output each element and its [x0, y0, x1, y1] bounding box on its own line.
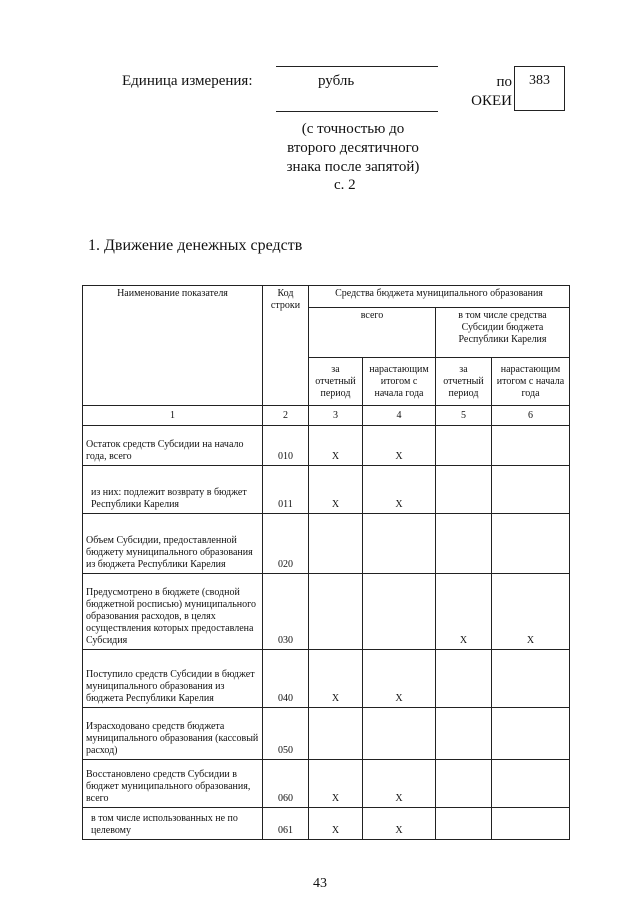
- cell-value: [363, 574, 436, 650]
- cell-value: X: [363, 808, 436, 840]
- cell-value: [492, 708, 570, 760]
- cell-value: [436, 466, 492, 514]
- cell-value: [492, 808, 570, 840]
- row-name: Остаток средств Субсидии на начало года, всего: [83, 426, 263, 466]
- column-number: 3: [309, 406, 363, 426]
- precision-line2: второго десятичного: [287, 140, 419, 156]
- okei-code-box: 383: [514, 66, 565, 111]
- column-number: 1: [83, 406, 263, 426]
- row-code: 061: [263, 808, 309, 840]
- cell-value: [436, 514, 492, 574]
- row-code: 030: [263, 574, 309, 650]
- precision-note: [284, 120, 422, 177]
- cell-value: [492, 514, 570, 574]
- column-number: 2: [263, 406, 309, 426]
- cell-value: [492, 760, 570, 808]
- page-reference: с. 2: [334, 177, 356, 193]
- unit-label: Единица измерения:: [122, 73, 253, 89]
- cell-value: X: [309, 426, 363, 466]
- unit-value: рубль: [318, 73, 355, 89]
- header-subsidy-period: за отчетный период: [436, 358, 492, 406]
- precision-line3: знака после запятой): [286, 159, 420, 175]
- cell-value: [436, 808, 492, 840]
- cell-value: X: [363, 760, 436, 808]
- table-row: [83, 466, 570, 514]
- header-total-cumulative: нарастающим итогом с начала года: [363, 358, 436, 406]
- precision-line1: (с точностью до: [301, 121, 405, 137]
- row-name: Объем Субсидии, предоставленной бюджету муниципального образования из бюджета Республики Карелия: [83, 514, 263, 574]
- column-number: 4: [363, 406, 436, 426]
- cell-value: [436, 426, 492, 466]
- row-code: 050: [263, 708, 309, 760]
- okei-label: [462, 73, 512, 111]
- cell-value: X: [363, 466, 436, 514]
- row-code: 020: [263, 514, 309, 574]
- cell-value: X: [309, 808, 363, 840]
- cell-value: [492, 466, 570, 514]
- unit-bottom-rule: [276, 111, 438, 112]
- cell-value: [309, 708, 363, 760]
- row-code: 011: [263, 466, 309, 514]
- header-municipal-funds: Средства бюджета муниципального образования: [309, 286, 570, 308]
- cell-value: X: [309, 760, 363, 808]
- header-indicator-name: Наименование показателя: [83, 286, 263, 406]
- header-subsidy-share: в том числе средства Субсидии бюджета Республики Карелия: [436, 308, 570, 358]
- section-title: 1. Движение денежных средств: [88, 237, 303, 254]
- row-name: Восстановлено средств Субсидии в бюджет муниципального образования, всего: [83, 760, 263, 808]
- table-row: [83, 574, 570, 650]
- cell-value: X: [309, 466, 363, 514]
- header-total-period: за отчетный период: [309, 358, 363, 406]
- row-code: 060: [263, 760, 309, 808]
- row-code: 010: [263, 426, 309, 466]
- cell-value: [436, 650, 492, 708]
- okei-label-line1: по: [496, 74, 512, 90]
- header-line-code: Код строки: [263, 286, 309, 406]
- row-code: 040: [263, 650, 309, 708]
- okei-label-line2: ОКЕИ: [471, 93, 512, 109]
- row-name: Израсходовано средств бюджета муниципального образования (кассовый расход): [83, 708, 263, 760]
- column-number: 5: [436, 406, 492, 426]
- header-total: всего: [309, 308, 436, 358]
- cell-value: X: [492, 574, 570, 650]
- cell-value: [492, 426, 570, 466]
- unit-top-rule: [276, 66, 438, 67]
- cell-value: [363, 708, 436, 760]
- table-row: [83, 514, 570, 574]
- cell-value: [436, 760, 492, 808]
- row-name: из них: подлежит возврату в бюджет Республики Карелия: [83, 466, 263, 514]
- table-row: [83, 426, 570, 466]
- table-row: [83, 708, 570, 760]
- row-name: Предусмотрено в бюджете (сводной бюджетной росписью) муниципального образования расходов, в целях осуществления которых предоставлена Субсидия: [83, 574, 263, 650]
- page-number: 43: [313, 876, 327, 891]
- column-number: 6: [492, 406, 570, 426]
- cell-value: [436, 708, 492, 760]
- cell-value: X: [363, 426, 436, 466]
- cash-flow-table: [82, 285, 570, 840]
- cell-value: X: [436, 574, 492, 650]
- row-name: Поступило средств Субсидии в бюджет муниципального образования из бюджета Республики Карелия: [83, 650, 263, 708]
- header-subsidy-cumulative: нарастающим итогом с начала года: [492, 358, 570, 406]
- cell-value: [363, 514, 436, 574]
- table-row: [83, 650, 570, 708]
- table-row: [83, 760, 570, 808]
- cell-value: [309, 514, 363, 574]
- cell-value: X: [309, 650, 363, 708]
- cell-value: [492, 650, 570, 708]
- cell-value: [309, 574, 363, 650]
- row-name: в том числе использованных не по целевому: [83, 808, 263, 840]
- table-row: [83, 808, 570, 840]
- cell-value: X: [363, 650, 436, 708]
